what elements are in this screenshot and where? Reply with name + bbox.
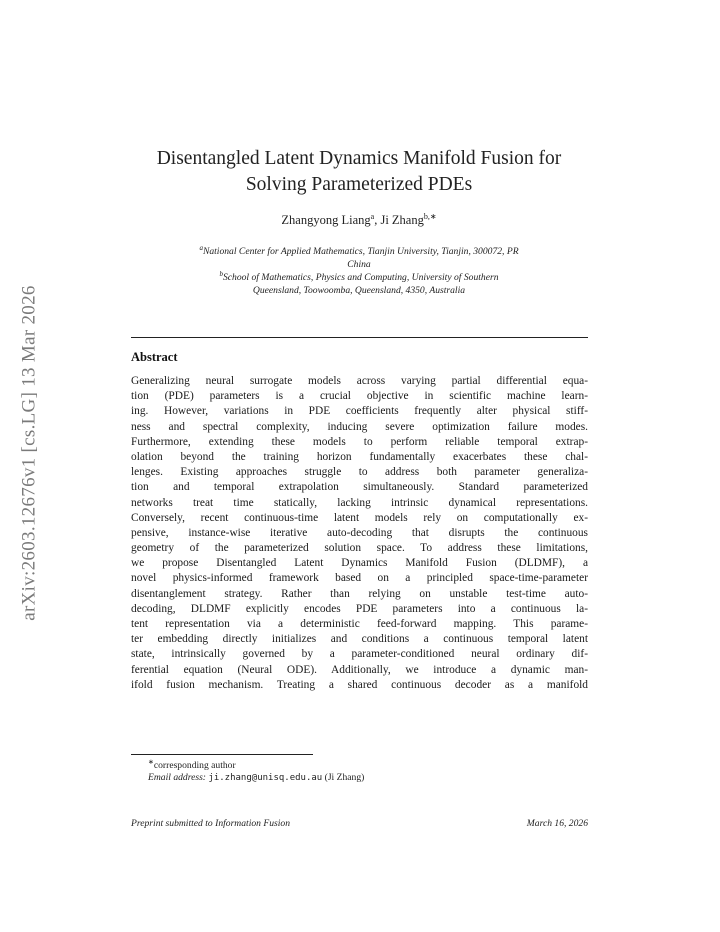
affiliation-a [136, 242, 582, 271]
abstract-line: geometry of the parameterized solution space. To address these limitations, [131, 542, 588, 555]
footer-preprint-note: Preprint submitted to Information Fusion [131, 818, 291, 829]
abstract-heading: Abstract [131, 350, 178, 364]
affil-marker: a [199, 244, 203, 252]
abstract-line: ter embedding directly initializes and conditions a continuous temporal latent [131, 633, 588, 646]
abstract-line: Generalizing neural surrogate models across varying partial differential equa- [131, 375, 588, 387]
affil-text: School of Mathematics, Physics and Computing, University of Southern [222, 272, 499, 284]
footnote-marker: ∗ [148, 758, 154, 766]
abstract-line: olation beyond the training horizon fundamentally exacerbates these chal- [131, 450, 588, 463]
email-label: Email address: [148, 772, 207, 783]
abstract-line: ness and spectral complexity, inducing severe optimization failure modes. [131, 420, 588, 433]
abstract-line: decoding, DLDMF explicitly encodes PDE parameters into a continuous la- [131, 602, 588, 615]
abstract-line: ferential equation (Neural ODE). Additionally, we introduce a dynamic man- [131, 663, 588, 676]
footnote-text: corresponding author [153, 760, 236, 772]
abstract-line: Conversely, recent continuous-time latent models rely on computationally ex- [131, 511, 588, 524]
header-rule [131, 337, 588, 338]
author-separator: , [374, 213, 381, 228]
footer-date: March 16, 2026 [526, 818, 588, 829]
author-name: Zhangyong Liang [281, 213, 371, 228]
arxiv-id-text: arXiv:2603.12676v1 [cs.LG] 13 Mar 2026 [19, 285, 40, 621]
affil-text: China [347, 258, 371, 270]
abstract-line: lenges. Existing approaches struggle to address both parameter generaliza- [131, 466, 588, 479]
title-line-2: Solving Parameterized PDEs [245, 174, 473, 195]
email-address: ji.zhang@unisq.edu.au [208, 773, 323, 783]
abstract-line: ifold fusion mechanism. Treating a shared continuous decoder as a manifold [131, 678, 588, 691]
email-owner: (Ji Zhang) [324, 772, 365, 783]
abstract-line: disentanglement strategy. Rather than relying on unstable test-time auto- [131, 587, 588, 600]
affil-marker: b [219, 270, 223, 278]
abstract-line: pensive, instance-wise iterative auto-decoding that disrupts the continuous [131, 526, 588, 539]
abstract-line: tion (PDE) parameters is a crucial objective in scientific machine learn- [131, 390, 588, 403]
footnote-rule [131, 754, 313, 755]
author-affil-marker: a [370, 212, 375, 221]
arxiv-sidebar-identifier [8, 258, 52, 648]
title-line-1: Disentangled Latent Dynamics Manifold Fusion for [156, 148, 562, 169]
footnote-email [148, 772, 364, 783]
abstract-line: tent representation via a deterministic feed-forward mapping. This parame- [131, 618, 588, 630]
abstract-line: tion and temporal extrapolation simultaneously. Standard parameterized [131, 481, 588, 494]
footnote-corresponding [148, 758, 236, 771]
abstract-line: ing. However, variations in PDE coefficients frequently alter physical stiff- [131, 405, 588, 418]
abstract-line: state, intrinsically governed by a parameter-conditioned neural ordinary dif- [131, 648, 588, 661]
abstract-line: novel physics-informed framework based on a principled space-time-parameter [131, 572, 588, 585]
affil-text: National Center for Applied Mathematics, Tianjin University, Tianjin, 300072, PR [202, 246, 519, 258]
paper-title [130, 146, 588, 198]
author-name: Ji Zhang [380, 213, 424, 228]
affiliation-b [136, 268, 582, 297]
abstract-line: networks treat time statically, lacking intrinsic dynamical representations. [131, 496, 588, 509]
abstract-line: Furthermore, extending these models to perform reliable temporal extrap- [131, 435, 588, 448]
affil-text: Queensland, Toowoomba, Queensland, 4350, Australia [252, 284, 466, 296]
author-list [130, 212, 588, 228]
abstract-line: we propose Disentangled Latent Dynamics Manifold Fusion (DLDMF), a [131, 557, 588, 570]
abstract-body [131, 374, 588, 693]
author-affil-marker: b,∗ [423, 212, 437, 221]
